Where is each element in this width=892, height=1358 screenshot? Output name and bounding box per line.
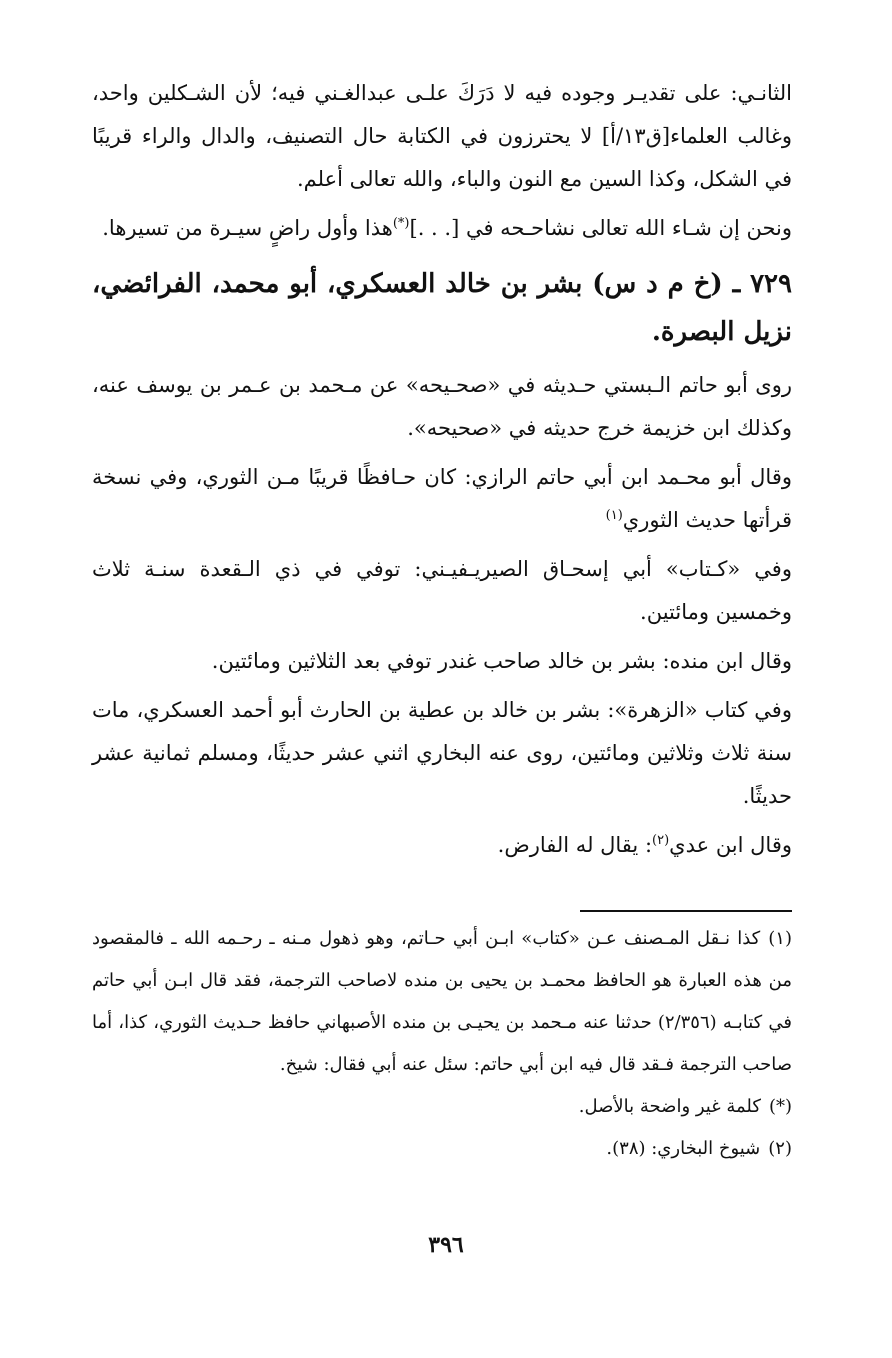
paragraph-2-text: ونحن إن شـاء الله تعالى نشاحـحه في [. . .] (409, 216, 792, 240)
footnote-1-text: كذا نـقل المـصنف عـن «كتاب» ابـن أبي حـاتم، وهو ذهول مـنه ـ رحـمه الله ـ فالمقصود من هذه العبارة هو الحافظ محمـد بن يحيى بن منده لاصاحب الترجمة، فقد قال ابـن أبي حاتم في كتابـه (٢/٣٥٦) حدثنا عنه مـحمد بن يحيـى بن منده الأصبهاني حافظ حـديث الثوري، كذا، أما صاحب الترجمة فـقد قال فيه ابن أبي حاتم: سئل عنه أبي فقال: شيخ. (92, 928, 793, 1075)
paragraph-7 (92, 689, 792, 818)
footnotes-section (92, 918, 792, 1170)
footnote-2 (92, 1128, 792, 1170)
paragraph-5-text: وفي «كـتاب» أبي إسحـاق الصيريـفيـني: توفي في ذي الـقعدة سنـة ثلاث وخمسين ومائتين. (92, 557, 792, 624)
footnote-star (92, 1086, 792, 1128)
paragraph-4 (92, 456, 792, 542)
paragraph-6-text: وقال ابن منده: بشر بن خالد صاحب غندر توفي بعد الثلاثين ومائتين. (211, 649, 792, 673)
paragraph-3 (92, 364, 792, 450)
paragraph-1-text: الثانـي: على تقديـر وجوده فيه لا دَرَكَ علـى عبدالغـني فيه؛ لأن الشـكلين واحد، وغالب العلماء[ق١٣/أ] لا يحترزون في الكتابة حال التصنيف، والدال والراء قريبًا في الشكل، وكذا السين مع النون والباء، والله تعالى أعلم. (92, 81, 793, 191)
footnote-2-marker: (٢) (768, 1138, 792, 1159)
paragraph-3-text: روى أبو حاتم الـبستي حـديثه في «صحـيحه» عن مـحمد بن عـمر بن يوسف عنه، وكذلك ابن خزيمة خرج حديثه في «صحيحه». (92, 373, 792, 440)
footnote-1-marker: (١) (768, 928, 792, 949)
entry-heading: ٧٢٩ ـ (خ م د س) بشر بن خالد العسكري، أبو محمد، الفرائضي، نزيل البصرة. (92, 269, 792, 347)
paragraph-2-tail: هذا وأول راضٍ سيـرة من تسيرها. (102, 216, 393, 240)
paragraph-8 (92, 824, 792, 867)
paragraph-7-text: وفي كتاب «الزهرة»: بشر بن خالد بن عطية بن الحارث أبو أحمد العسكري، مات سنة ثلاث وثلاثين ومائتين، روى عنه البخاري اثني عشر حديثًا، ومسلم ثمانية عشر حديثًا. (92, 698, 792, 808)
paragraph-6 (92, 640, 792, 683)
paragraph-8-text: وقال ابن عدي (669, 833, 792, 857)
footnote-star-text: كلمة غير واضحة بالأصل. (578, 1096, 761, 1117)
paragraph-4-text: وقال أبو محـمد ابن أبي حاتم الرازي: كان حـافظًا قريبًا مـن الثوري، وفي نسخة قرأتها حديث الثوري (92, 465, 792, 532)
footnote-ref-1: (١) (605, 508, 623, 523)
footnote-divider (580, 910, 792, 912)
page-number: ٣٩٦ (428, 1232, 464, 1258)
paragraph-1 (92, 72, 792, 201)
footnote-ref-star: (*) (392, 216, 410, 231)
paragraph-8-tail: : يقال له الفارض. (497, 833, 653, 857)
footnote-2-text: شيوخ البخاري: (٣٨). (606, 1138, 761, 1159)
paragraph-2 (92, 207, 792, 250)
footnote-1 (92, 918, 792, 1086)
footnote-star-marker: (*) (768, 1096, 792, 1117)
footnote-ref-2: (٢) (652, 833, 670, 848)
paragraph-5 (92, 548, 792, 634)
